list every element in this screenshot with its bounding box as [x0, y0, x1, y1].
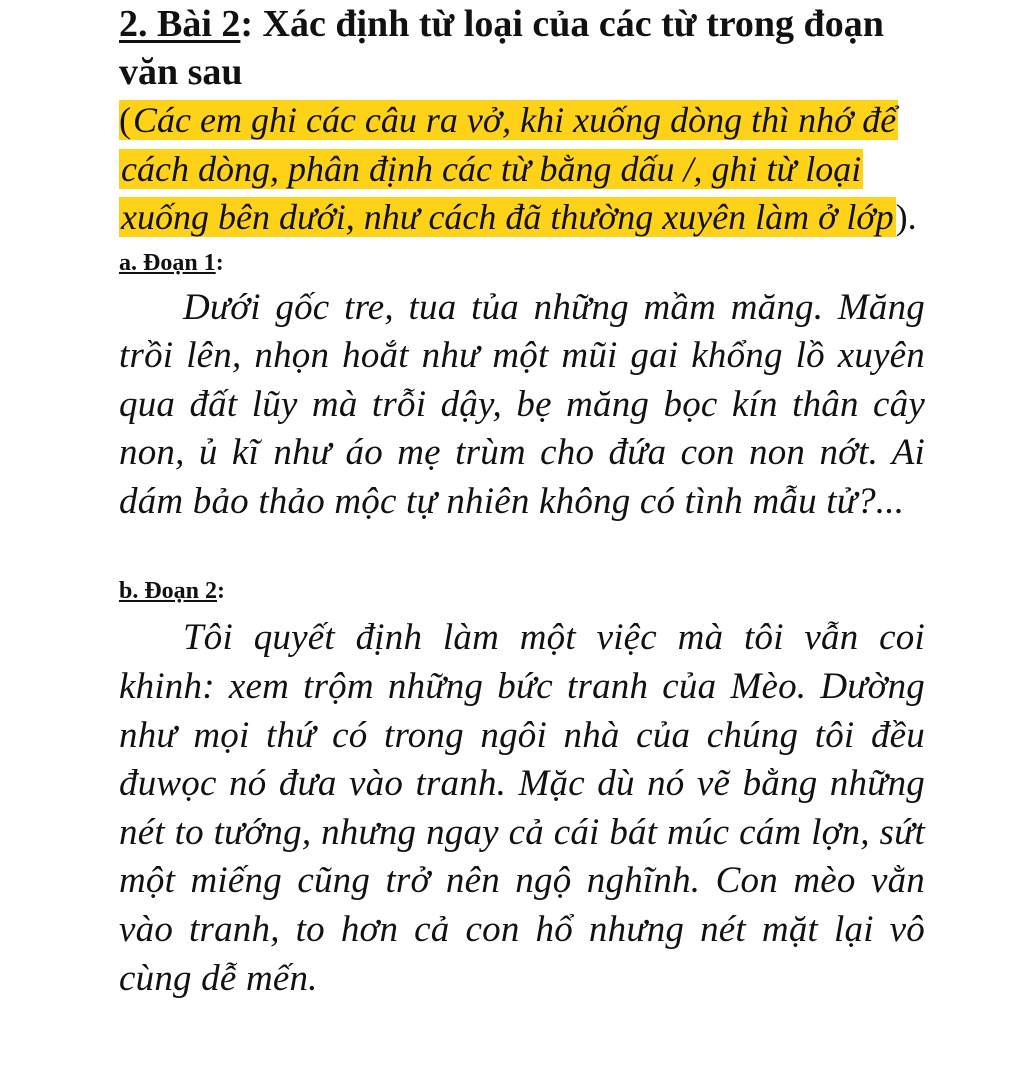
instruction-open-paren: (: [119, 100, 131, 140]
section-b-label: [119, 576, 925, 606]
section-a-label: [119, 248, 925, 278]
section-b-label-text: b. Đoạn 2: [119, 578, 218, 605]
instruction-text: Các em ghi các câu ra vở, khi xuống dòng thì nhớ để cách dòng, phân định các từ bằng dấu /, ghi từ loại xuống bên dưới, như cách đã thường xuyên làm ở lớp: [121, 100, 897, 237]
exercise-number: 2. Bài 2: [119, 3, 241, 45]
instruction-close: ).: [895, 197, 917, 237]
document-page: [119, 0, 925, 1003]
instruction-note: [119, 96, 925, 242]
section-a-colon: :: [215, 249, 224, 276]
passage-1: Dưới gốc tre, tua tủa những mầm măng. Măng trồi lên, nhọn hoắt như một mũi gai khổng lồ xuyên qua đất lũy mà trỗi dậy, bẹ măng bọc kín thân cây non, ủ kĩ như áo mẹ trùm cho đứa con non nớt. Ai dám bảo thảo mộc tự nhiên không có tình mẫu tử?...: [119, 286, 925, 522]
passage-2: Tôi quyết định làm một việc mà tôi vẫn coi khinh: xem trộm những bức tranh của Mèo. Dường như mọi thứ có trong ngôi nhà của chúng tôi đều đuwọc nó đưa vào tranh. Mặc dù nó vẽ bằng những nét to tướng, nhưng ngay cả cái bát múc cám lợn, sứt một miếng cũng trở nên ngộ nghĩnh. Con mèo vằn vào tranh, to hơn cả con hổ nhưng nét mặt lại vô cùng dễ mến.: [119, 617, 925, 999]
exercise-heading: [119, 0, 925, 96]
exercise-title: : Xác định từ loại của các từ trong đoạn văn sau: [119, 3, 884, 93]
section-a-label-text: a. Đoạn 1: [119, 249, 216, 276]
section-b-colon: :: [217, 578, 226, 605]
